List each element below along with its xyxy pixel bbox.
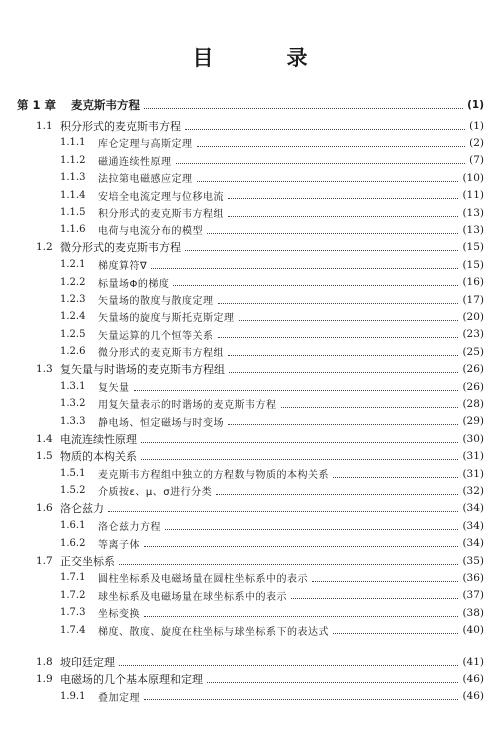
toc-entry-title: 介质按ε、μ、σ进行分类: [98, 487, 213, 499]
toc-entry-section: [0, 239, 500, 256]
toc-entry-sub: [0, 134, 500, 151]
toc-entry-page: (7): [469, 154, 484, 167]
toc-entry-page: (30): [462, 432, 484, 445]
toc-entry-number: 1.8: [36, 655, 53, 668]
toc-entry-number: 1.2.3: [60, 294, 86, 305]
toc-entry-page: (1): [469, 119, 484, 132]
dot-leader: [216, 493, 458, 495]
toc-entry-page: (25): [462, 345, 484, 358]
toc-entry-title: 矢量场的散度与散度定理: [98, 296, 214, 307]
dot-leader: [185, 249, 458, 251]
dot-leader: [333, 476, 458, 478]
toc-entry-number: 1.1.4: [60, 189, 86, 201]
toc-entry-title: 安培全电流定理与位移电流: [98, 191, 224, 203]
dot-leader: [141, 458, 458, 460]
toc-entry-title: 库仑定理与高斯定理: [98, 139, 193, 151]
toc-entry-title: 麦克斯韦方程: [71, 97, 140, 112]
dot-leader: [144, 698, 458, 700]
dot-leader: [151, 267, 458, 269]
toc-entry-page: (34): [462, 537, 484, 550]
toc-entry-number: 1.9: [36, 672, 53, 685]
toc-entry-page: (26): [462, 363, 484, 376]
toc-entry-number: 1.4: [36, 432, 53, 445]
toc-entry-sub: [0, 517, 500, 534]
dot-leader: [144, 107, 463, 109]
toc-entry-page: (15): [462, 241, 484, 254]
dot-leader: [207, 681, 458, 683]
toc-entry-title: 麦克斯韦方程组中独立的方程数与物质的本构关系: [98, 470, 329, 481]
toc-entry-number: 1.7: [36, 554, 53, 567]
toc-entry-page: (20): [462, 310, 484, 323]
toc-entry-title: 复矢量与时谐场的麦克斯韦方程组: [60, 363, 225, 377]
toc-entry-sub: [0, 204, 500, 221]
page-title: 目 录: [192, 46, 334, 70]
toc-entry-sub: [0, 378, 500, 395]
toc-entry-title: 标量场Φ的梯度: [98, 278, 170, 290]
toc-entry-number: 1.7.3: [60, 607, 86, 619]
toc-entry-page: (46): [462, 672, 484, 685]
dot-leader: [197, 145, 466, 147]
toc-entry-number: 1.3.1: [60, 381, 86, 392]
toc-entry-sub: [0, 688, 500, 705]
toc-entry-sub: [0, 291, 500, 308]
toc-entry-section: [0, 117, 500, 134]
toc-entry-number: 1.7.2: [60, 589, 86, 601]
toc-entry-page: (32): [462, 484, 484, 497]
toc-entry-page: (23): [462, 328, 484, 341]
toc-entry-title: 正交坐标系: [60, 554, 115, 568]
toc-entry-page: (13): [462, 206, 484, 219]
dot-leader: [173, 284, 458, 286]
toc-entry-number: 第 1 章: [17, 97, 57, 112]
toc-entry-sub: [0, 274, 500, 291]
toc-entry-page: (16): [462, 276, 484, 289]
toc-entry-page: (36): [462, 571, 484, 584]
dot-leader: [312, 580, 458, 582]
toc-entry-section: [0, 448, 500, 465]
dot-leader: [185, 128, 465, 130]
toc-entry-number: 1.2.2: [60, 276, 86, 288]
toc-entry-number: 1.2.1: [60, 259, 86, 271]
toc-entry-title: 物质的本构关系: [60, 450, 137, 464]
toc-entry-section: [0, 500, 500, 517]
toc-entry-title: 球坐标系及电磁场量在球坐标系中的表示: [98, 591, 287, 603]
toc-entry-sub: [0, 343, 500, 360]
toc-entry-number: 1.2.6: [60, 346, 86, 358]
toc-entry-section: [0, 361, 500, 378]
toc-entry-title: 叠加定理: [98, 692, 140, 704]
toc-entry-number: 1.2.5: [60, 328, 86, 340]
toc-entry-title: 梯度、散度、旋度在柱坐标与球坐标系下的表达式: [98, 626, 329, 638]
toc-entry-number: 1.5.2: [60, 485, 86, 497]
toc-entry-number: 1.1.1: [60, 137, 86, 149]
toc-entry-title: 法拉第电磁感应定理: [98, 174, 193, 186]
toc-entry-title: 坐标变换: [98, 609, 140, 621]
toc-entry-number: 1.6.1: [60, 520, 86, 532]
toc-entry-page: (34): [462, 519, 484, 532]
dot-leader: [144, 545, 458, 547]
toc-entry-title: 复矢量: [98, 383, 130, 394]
toc-entry-title: 积分形式的麦克斯韦方程: [60, 119, 181, 133]
toc-entry-page: (37): [462, 589, 484, 602]
toc-entry-number: 1.3.2: [60, 398, 86, 410]
toc-entry-number: 1.1.5: [60, 207, 86, 218]
toc-entry-number: 1.6: [36, 502, 53, 515]
toc-entry-number: 1.5.1: [60, 468, 86, 479]
toc-entry-number: 1.1.6: [60, 224, 86, 236]
dot-leader: [229, 371, 458, 373]
dot-leader: [207, 232, 458, 234]
toc-entry-number: 1.1.2: [60, 154, 86, 166]
toc-entry-page: (34): [462, 502, 484, 515]
toc-entry-page: (31): [462, 450, 484, 463]
dot-leader: [165, 528, 458, 530]
toc-entry-number: 1.7.1: [60, 572, 86, 584]
toc-entry-page: (2): [469, 136, 484, 149]
toc-entry-title: 电荷与电流分布的模型: [98, 226, 203, 238]
toc-entry-page: (1): [467, 98, 484, 111]
toc-entry-number: 1.9.1: [60, 690, 86, 702]
toc-entry-title: 静电场、恒定磁场与时变场: [98, 417, 224, 429]
toc-entry-title: 矢量场的旋度与斯托克斯定理: [98, 313, 235, 325]
toc-entry-title: 等离子体: [98, 539, 140, 551]
toc-entry-number: 1.1: [36, 119, 53, 132]
toc-entry-sub: [0, 152, 500, 169]
toc-entry-title: 微分形式的麦克斯韦方程: [60, 241, 181, 255]
toc-entry-page: (10): [462, 171, 484, 184]
toc-entry-title: 磁通连续性原理: [98, 156, 172, 168]
toc-entry-sub: [0, 169, 500, 186]
toc-entry-number: 1.2: [36, 241, 53, 254]
toc-entry-title: 电磁场的几个基本原理和定理: [60, 672, 203, 686]
toc-entry-title: 坡印廷定理: [60, 655, 115, 669]
dot-leader: [144, 615, 458, 617]
toc-entry-page: (17): [462, 293, 484, 306]
toc-entry-number: 1.7.4: [60, 624, 86, 636]
toc-entry-number: 1.3.3: [60, 415, 86, 427]
toc-entry-number: 1.3: [36, 363, 53, 376]
toc-entry-sub: [0, 604, 500, 621]
dot-leader: [119, 664, 458, 666]
toc-entry-number: 1.2.4: [60, 311, 86, 323]
toc-entry-title: 矢量运算的几个恒等关系: [98, 330, 214, 342]
dot-leader: [291, 597, 458, 599]
toc-entry-sub: [0, 221, 500, 238]
toc-entry-sub: [0, 535, 500, 552]
toc-entry-page: (46): [462, 690, 484, 703]
toc-entry-title: 梯度算符∇: [98, 261, 148, 273]
dot-leader: [218, 302, 459, 304]
toc-entry-page: (31): [462, 467, 484, 480]
toc-entry-title: 洛仑兹力方程: [98, 522, 161, 534]
toc-entry-title: 微分形式的麦克斯韦方程组: [98, 348, 224, 360]
toc-entry-page: (28): [462, 397, 484, 410]
toc-entry-page: (35): [462, 554, 484, 567]
dot-leader: [119, 563, 458, 565]
toc-entry-section: [0, 653, 500, 670]
toc-entry-sub: [0, 308, 500, 325]
toc-entry-sub: [0, 413, 500, 430]
dot-leader: [218, 336, 459, 338]
dot-leader: [134, 389, 459, 391]
toc-entry-page: (15): [462, 258, 484, 271]
dot-leader: [141, 441, 458, 443]
toc-entry-sub: [0, 395, 500, 412]
dot-leader: [108, 510, 458, 512]
toc-entry-sub: [0, 569, 500, 586]
toc-entry-sub: [0, 482, 500, 499]
toc-entry-title: 圆柱坐标系及电磁场量在圆柱坐标系中的表示: [98, 574, 308, 586]
toc-entry-page: (38): [462, 606, 484, 619]
toc-entry-page: (13): [462, 223, 484, 236]
toc-entry-sub: [0, 326, 500, 343]
toc-entry-page: (26): [462, 380, 484, 393]
toc-entry-page: (29): [462, 415, 484, 428]
toc-entry-sub: [0, 256, 500, 273]
dot-leader: [228, 215, 458, 217]
toc-entry-sub: [0, 465, 500, 482]
toc-entry-sub: [0, 187, 500, 204]
toc-entry-page: (11): [462, 189, 484, 202]
dot-leader: [333, 632, 458, 634]
toc-entry-sub: [0, 622, 500, 639]
toc-entry-section: [0, 430, 500, 447]
toc-entry-title: 电流连续性原理: [60, 432, 137, 446]
toc-entry-chapter: [0, 96, 500, 113]
toc-entry-number: 1.1.3: [60, 172, 86, 184]
toc-entry-section: [0, 670, 500, 687]
dot-leader: [228, 423, 458, 425]
dot-leader: [176, 162, 466, 164]
dot-leader: [281, 406, 459, 408]
toc-entry-page: (40): [462, 624, 484, 637]
toc-entry-number: 1.6.2: [60, 537, 86, 549]
toc-entry-page: (41): [462, 655, 484, 668]
toc-entry-sub: [0, 587, 500, 604]
dot-leader: [239, 319, 459, 321]
dot-leader: [197, 180, 459, 182]
toc-entry-number: 1.5: [36, 450, 53, 463]
toc-entry-title: 用复矢量表示的时谐场的麦克斯韦方程: [98, 400, 277, 412]
toc-entry-title: 洛仑兹力: [60, 502, 104, 516]
toc-entry-title: 积分形式的麦克斯韦方程组: [98, 209, 224, 220]
dot-leader: [228, 354, 458, 356]
toc-entry-section: [0, 552, 500, 569]
dot-leader: [228, 197, 458, 199]
